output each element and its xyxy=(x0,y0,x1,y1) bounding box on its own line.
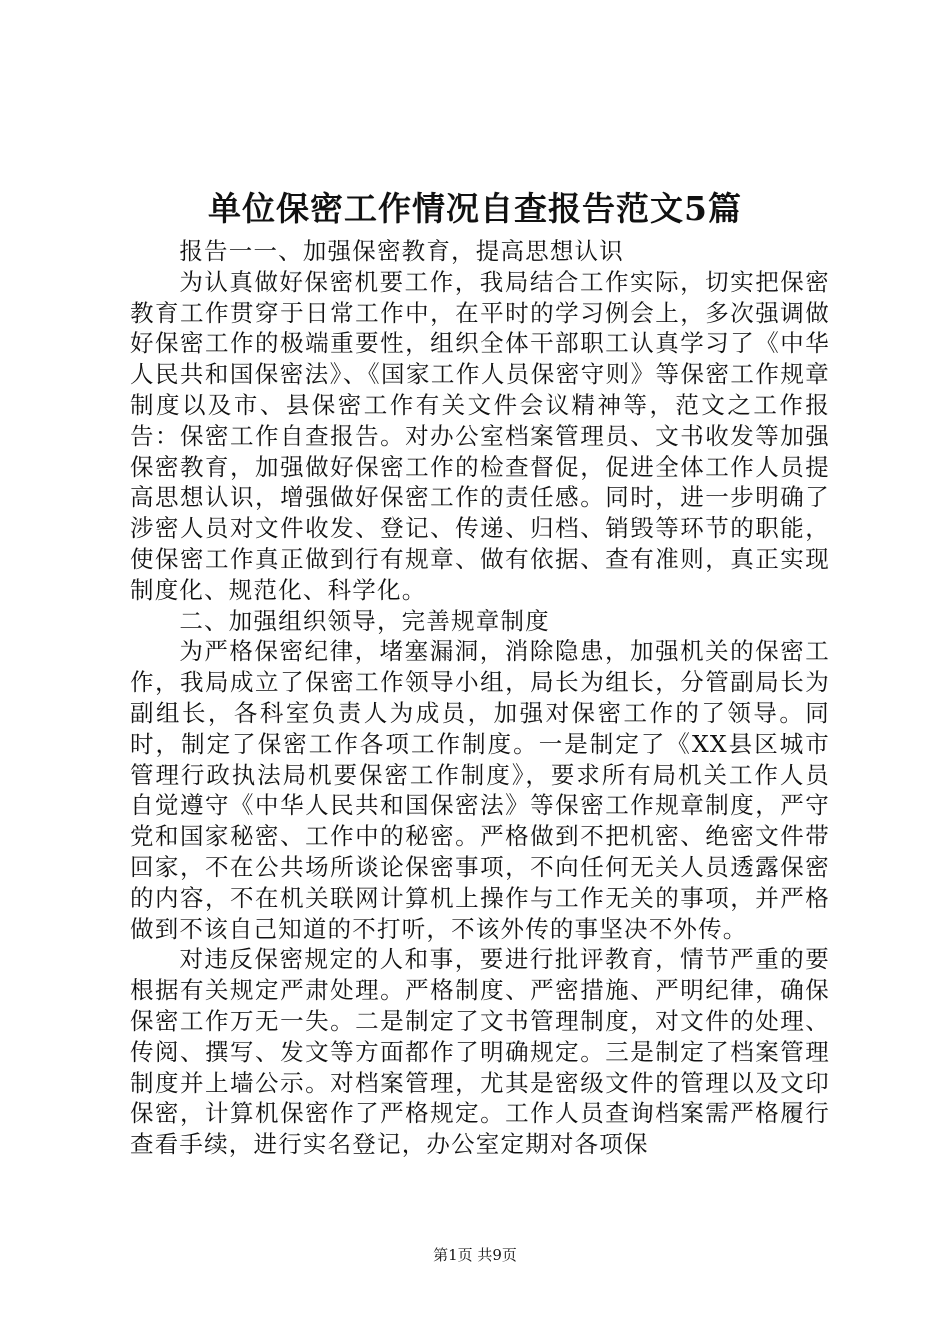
body-paragraph: 为认真做好保密机要工作，我局结合工作实际，切实把保密教育工作贯穿于日常工作中，在平时的学习例会上，多次强调做好保密工作的极端重要性，组织全体干部职工认真学习了《中华人民共和国保密法》、《国家工作人员保密守则》等保密工作规章制度以及市、县保密工作有关文件会议精神等，范文之工作报告：保密工作自查报告。对办公室档案管理员、文书收发等加强保密教育，加强做好保密工作的检查督促，促进全体工作人员提高思想认识，增强做好保密工作的责任感。同时，进一步明确了涉密人员对文件收发、登记、传递、归档、销毁等环节的职能，使保密工作真正做到行有规章、做有依据、查有准则，真正实现制度化、规范化、科学化。 xyxy=(130,267,830,604)
document-body xyxy=(130,236,830,1160)
page-number-footer: 第1页 共9页 xyxy=(433,1246,517,1264)
body-paragraph: 为严格保密纪律，堵塞漏洞，消除隐患，加强机关的保密工作，我局成立了保密工作领导小组，局长为组长，分管副局长为副组长，各科室负责人为成员，加强对保密工作的了领导。同时，制定了保密工作各项工作制度。一是制定了《XX县区城市管理行政执法局机要保密工作制度》，要求所有局机关工作人员自觉遵守《中华人民共和国保密法》等保密工作规章制度，严守党和国家秘密、工作中的秘密。严格做到不把机密、绝密文件带回家，不在公共场所谈论保密事项，不向任何无关人员透露保密的内容，不在机关联网计算机上操作与工作无关的事项，并严格做到不该自己知道的不打听，不该外传的事坚决不外传。 xyxy=(130,637,830,943)
section-heading: 报告一一、加强保密教育，提高思想认识 xyxy=(179,237,624,265)
body-paragraph: 对违反保密规定的人和事，要进行批评教育，情节严重的要根据有关规定严肃处理。严格制度、严密措施、严明纪律，确保保密工作万无一失。二是制定了文书管理制度，对文件的处理、传阅、撰写、发文等方面都作了明确规定。三是制定了档案管理制度并上墙公示。对档案管理，尤其是密级文件的管理以及文印保密，计算机保密作了严格规定。工作人员查询档案需严格履行查看手续，进行实名登记，办公室定期对各项保 xyxy=(130,945,830,1159)
section-heading: 二、加强组织领导，完善规章制度 xyxy=(179,606,550,635)
page-title: 单位保密工作情况自查报告范文5篇 xyxy=(208,189,742,228)
